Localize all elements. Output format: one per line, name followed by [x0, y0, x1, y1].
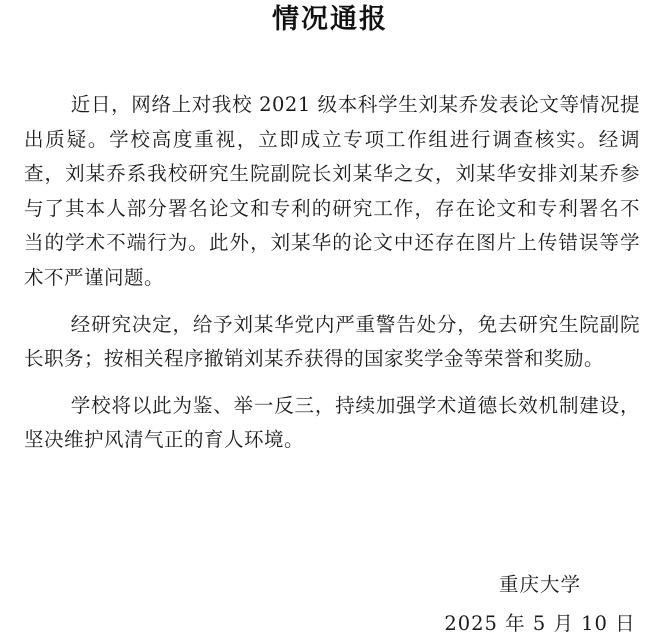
paragraph-decision: 经研究决定，给予刘某华党内严重警告处分，免去研究生院副院长职务；按相关程序撤销刘某乔获得的国家奖学金等荣誉和奖励。 — [24, 312, 640, 371]
paragraph-commitment: 学校将以此为鉴、举一反三，持续加强学术道德长效机制建设，坚决维护风清气正的育人环境。 — [24, 393, 640, 452]
document-title: 情况通报 — [272, 4, 388, 35]
document-body — [24, 88, 640, 458]
signature-organization: 重庆大学 — [498, 573, 581, 596]
signature-date: 2025 年 5 月 10 日 — [444, 612, 636, 635]
paragraph-investigation: 近日，网络上对我校 2021 级本科学生刘某乔发表论文等情况提出质疑。学校高度重视，立即成立专项工作组进行调查核实。经调查，刘某乔系我校研究生院副院长刘某华之女，刘某华安排刘某乔参与了其本人部分署名论文和专利的研究工作，存在论文和专利署名不当的学术不端行为。此外，刘某华的论文中还存在图片上传错误等学术不严谨问题。 — [24, 93, 640, 289]
